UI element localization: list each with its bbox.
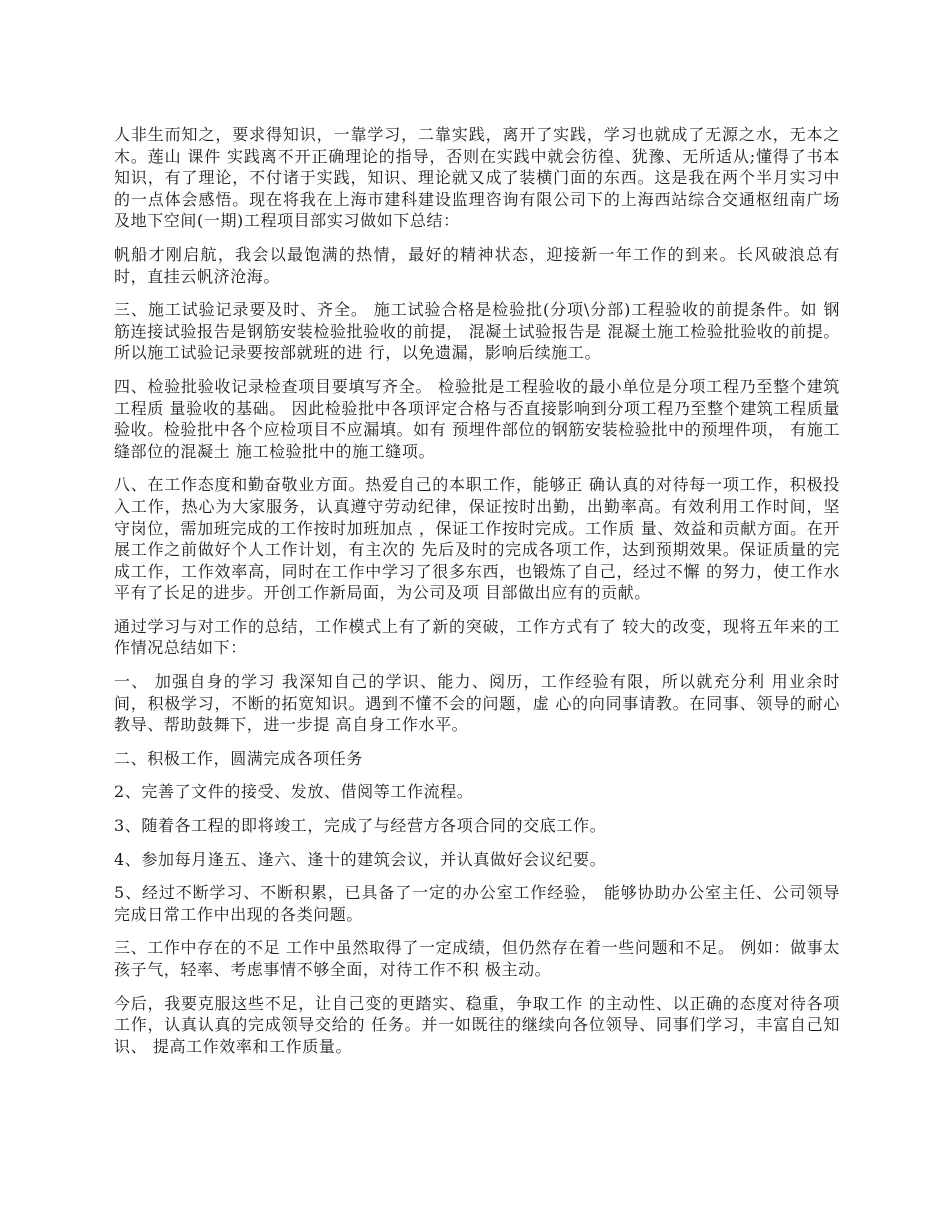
paragraph-item-4: 4、参加每月逢五、逢六、逢十的建筑会议，并认真做好会议纪要。 — [114, 849, 607, 869]
paragraph-self-study: 一、 加强自身的学习 我深知自己的学识、能力、阅历，工作经验有限，所以就充分利 用业余时间，积极学习，不断的拓宽知识。遇到不懂不会的问题，虚 心的向同事请教。在同事、领导的耐心教导、帮助鼓舞下，进一步提 高自身工作水平。 — [114, 672, 840, 735]
paragraph-future: 今后，我要克服这些不足，让自己变的更踏实、稳重，争取工作 的主动性、以正确的态度对待各项工作，认真认真的完成领导交给的 任务。并一如既往的继续向各位领导、同事们学习，丰富自己知识、 提高工作效率和工作质量。 — [114, 993, 840, 1056]
document-page — [114, 124, 840, 1069]
paragraph-work-attitude: 八、在工作态度和勤奋敬业方面。热爱自己的本职工作，能够正 确认真的对待每一项工作，积极投入工作，热心为大家服务，认真遵守劳动纪律，保证按时出勤，出勤率高。有效利用工作时间，坚守岗位，需加班完成的工作按时加班加点 ，保证工作按时完成。工作质 量、效益和贡献方面。在开展工作之前做好个人工作计划，有主次的 先后及时的完成各项工作，达到预期效果。保证质量的完成工作，工作效率高，同时在工作中学习了很多东西，也锻炼了自己，经过不懈 的努力，使工作水平有了长足的进步。开创工作新局面，为公司及项 目部做出应有的贡献。 — [114, 475, 840, 603]
paragraph-item-2: 2、完善了文件的接受、发放、借阅等工作流程。 — [114, 782, 474, 802]
paragraph-item-3: 3、随着各工程的即将竣工，完成了与经营方各项合同的交底工作。 — [114, 816, 607, 836]
paragraph-test-records: 三、施工试验记录要及时、齐全。 施工试验合格是检验批(分项\分部)工程验收的前提条件。如 钢筋连接试验报告是钢筋安装检验批验收的前提， 混凝土试验报告是 混凝土施工检验批验收的前提。所以施工试验记录要按部就班的进 行，以免遗漏，影响后续施工。 — [114, 300, 840, 363]
paragraph-item-5: 5、经过不断学习、不断积累，已具备了一定的办公室工作经验， 能够协助办公室主任、公司领导完成日常工作中出现的各类问题。 — [114, 883, 840, 924]
paragraph-inspection-batch: 四、检验批验收记录检查项目要填写齐全。 检验批是工程验收的最小单位是分项工程乃至整个建筑工程质 量验收的基础。 因此检验批中各项评定合格与否直接影响到分项工程乃至整个建筑工程质量验收。检验批中各个应检项目不应漏填。如有 预埋件部位的钢筋安装检验批中的预埋件项， 有施工缝部位的混凝土 施工检验批中的施工缝项。 — [114, 376, 840, 461]
paragraph-sailing: 帆船才刚启航，我会以最饱满的热情，最好的精神状态，迎接新一年工作的到来。长风破浪总有时，直挂云帆济沧海。 — [114, 244, 840, 286]
paragraph-active-work: 二、积极工作，圆满完成各项任务 — [114, 748, 364, 768]
paragraph-intro: 人非生而知之，要求得知识，一靠学习，二靠实践，离开了实践，学习也就成了无源之水，无本之木。莲山 课件 实践离不开正确理论的指导，否则在实践中就会彷徨、犹豫、无所适从;懂得了书本知识，有了理论，不付诸于实践，知识、理论就又成了装横门面的东西。这是我在两个半月实习中的一点体会感悟。现在将我在上海市建科建设监理咨询有限公司下的上海西站综合交通枢纽南广场及地下空间(一期)工程项目部实习做如下总结： — [114, 125, 840, 231]
paragraph-shortcomings: 三、工作中存在的不足 工作中虽然取得了一定成绩，但仍然存在着一些问题和不足。 例如：做事太孩子气，轻率、考虑事情不够全面，对待工作不积 极主动。 — [114, 938, 840, 979]
paragraph-summary-intro: 通过学习与对工作的总结，工作模式上有了新的突破，工作方式有了 较大的改变，现将五年来的工作情况总结如下： — [114, 616, 840, 658]
